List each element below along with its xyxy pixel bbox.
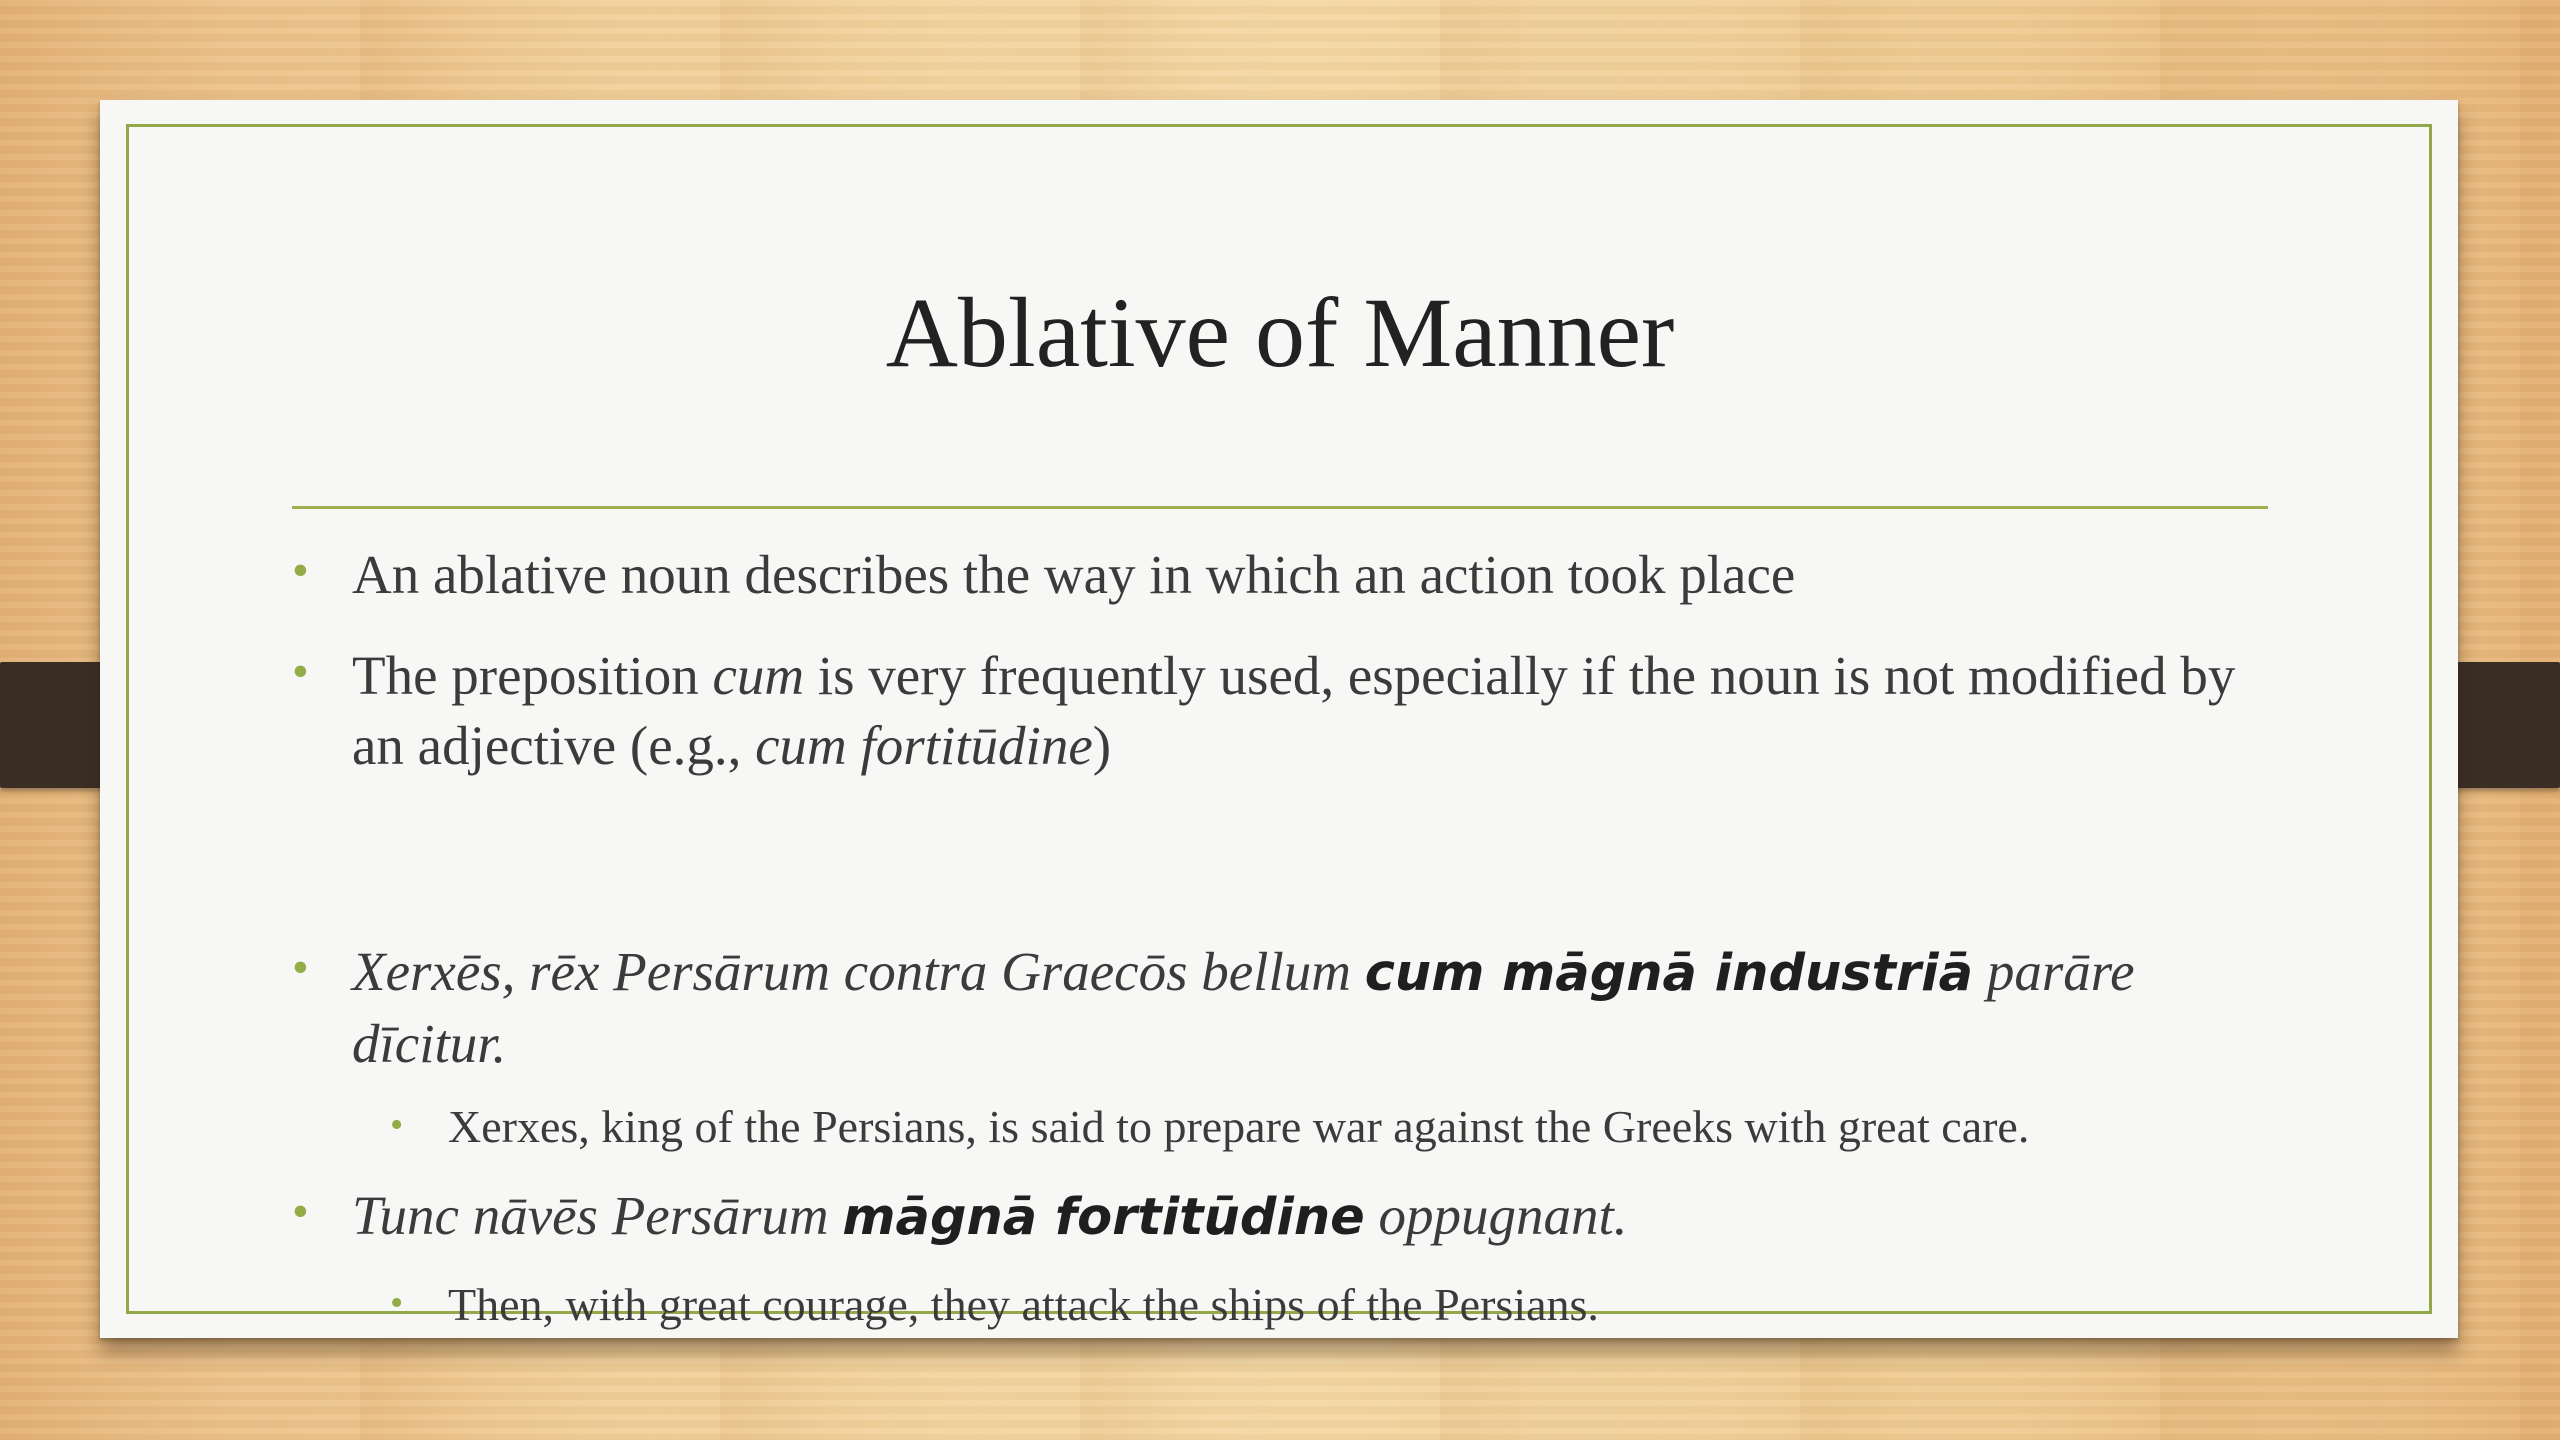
slide-content	[292, 540, 2282, 1337]
example-2-latin	[292, 1181, 2282, 1253]
slide-title: Ablative of Manner	[885, 277, 1675, 388]
example-1-latin-part2: parāre dīcitur.	[352, 941, 2135, 1074]
example-1-latin-part1: Xerxēs, rēx Persārum contra Graecōs bellum	[352, 941, 1365, 1002]
example-2-latin-part2: oppugnant.	[1364, 1185, 1628, 1246]
bullet-definition	[292, 540, 2282, 610]
bullet-preposition-text-1: The preposition	[352, 645, 713, 706]
cum-word: cum	[712, 645, 805, 706]
example-2-translation-text: Then, with great courage, they attack the ships of the Persians.	[448, 1279, 1599, 1330]
example-1-latin	[292, 937, 2282, 1079]
example-1-translation-text: Xerxes, king of the Persians, is said to prepare war against the Greeks with great care.	[448, 1101, 2030, 1152]
example-2-latin-bold: māgnā fortitūdine	[842, 1188, 1365, 1247]
cum-example: cum fortitūdine	[755, 715, 1093, 776]
bullet-preposition	[292, 641, 2282, 781]
example-2-translation	[292, 1273, 2282, 1337]
example-1-translation	[292, 1095, 2282, 1159]
bullet-preposition-text-2: is very frequently used, especially if the noun is not modified by an adjective (e.g.,	[352, 645, 2236, 776]
title-divider	[292, 506, 2268, 509]
example-1-latin-bold: cum māgnā industriā	[1364, 944, 1974, 1003]
bullet-preposition-close: )	[1092, 715, 1112, 776]
example-2-latin-part1: Tunc nāvēs Persārum	[352, 1185, 843, 1246]
bullet-definition-text: An ablative noun describes the way in which an action took place	[352, 544, 1796, 605]
